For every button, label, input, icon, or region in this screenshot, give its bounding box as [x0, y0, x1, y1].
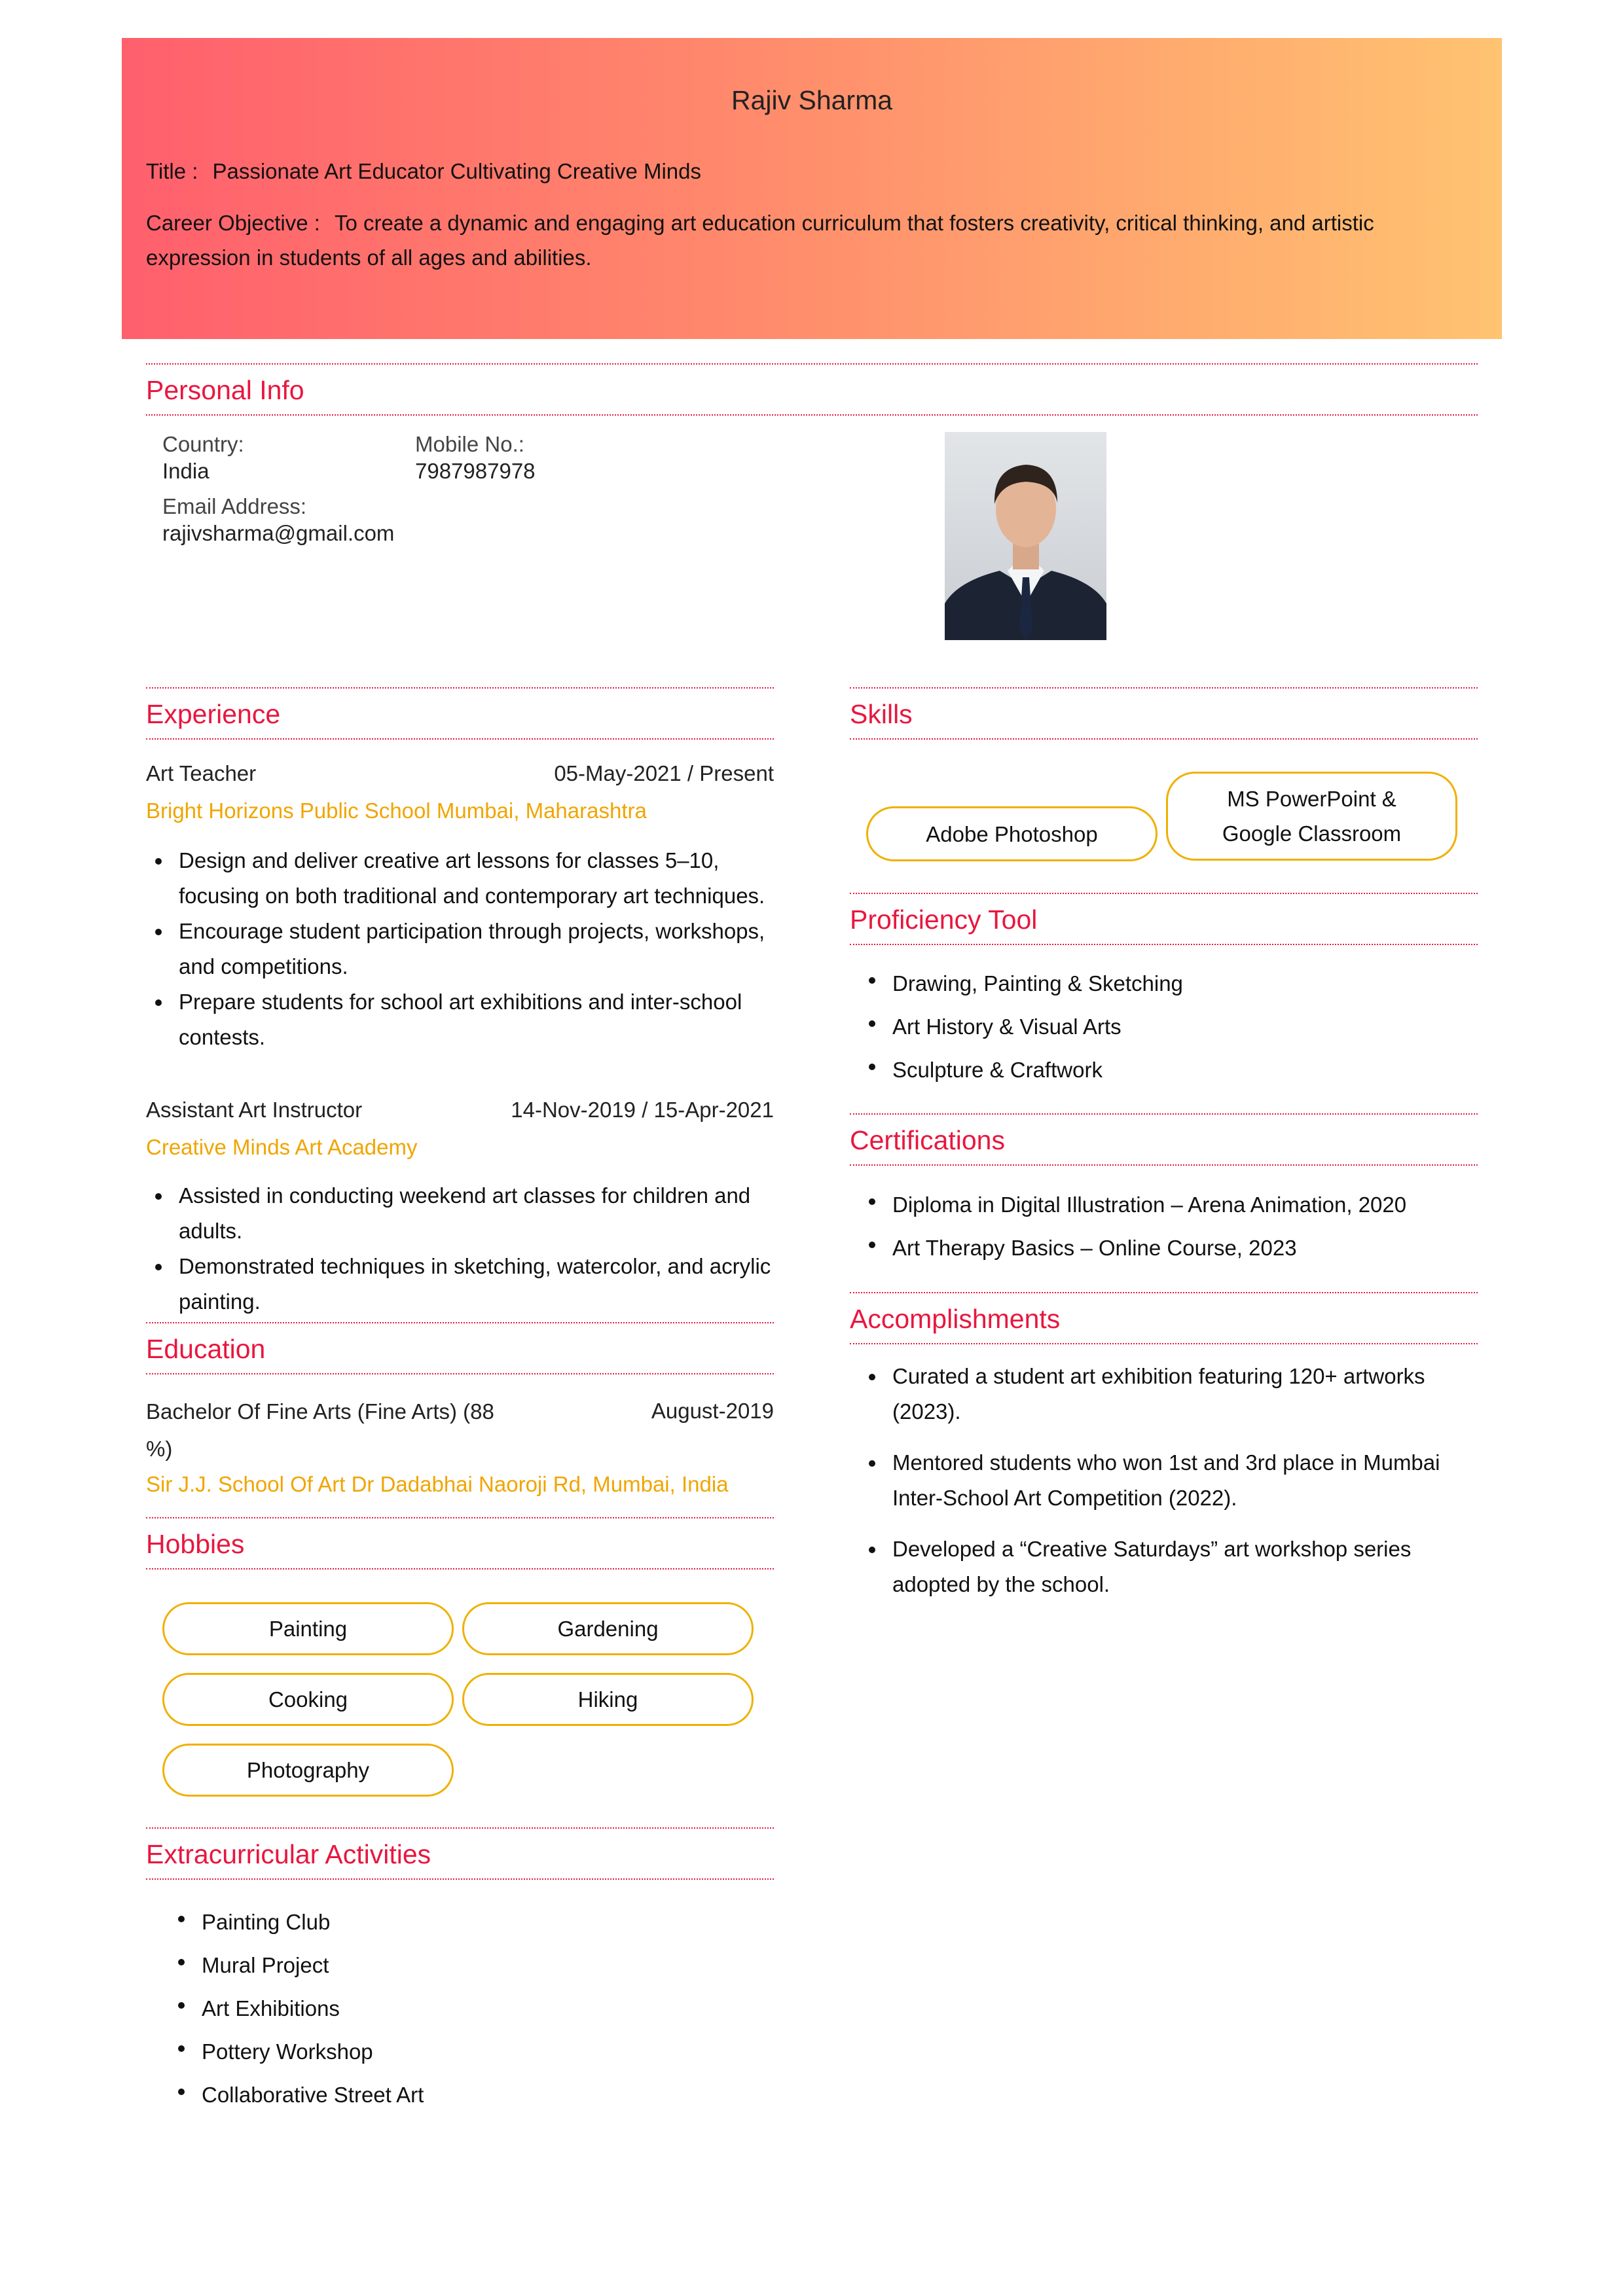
- list-item: Assisted in conducting weekend art classes for children and adults.: [146, 1178, 774, 1249]
- mobile-value: 7987987978: [415, 459, 536, 483]
- list-item: Mural Project: [169, 1944, 758, 1987]
- mobile-label: Mobile No.:: [415, 432, 524, 456]
- resume-header: [122, 38, 1502, 339]
- job-dates: 14-Nov-2019 / 15-Apr-2021: [511, 1098, 774, 1122]
- list-item: Art History & Visual Arts: [860, 1005, 1468, 1049]
- education-heading: Education: [146, 1322, 774, 1374]
- job-role: Art Teacher: [146, 761, 257, 785]
- list-item: Sculpture & Craftwork: [860, 1049, 1468, 1092]
- hobby-tag: Gardening: [462, 1602, 754, 1655]
- certifications-list: [860, 1183, 1468, 1270]
- list-item: Curated a student art exhibition featuring 120+ artworks (2023).: [860, 1359, 1478, 1429]
- accomplishments-list: [860, 1359, 1478, 1602]
- personal-info-heading: Personal Info: [146, 363, 1478, 416]
- skill-tag: Adobe Photoshop: [866, 806, 1158, 861]
- list-item: Encourage student participation through projects, workshops, and competitions.: [146, 914, 774, 984]
- list-item: Drawing, Painting & Sketching: [860, 962, 1468, 1005]
- job-dates: 05-May-2021 / Present: [554, 761, 774, 785]
- list-item: Art Exhibitions: [169, 1987, 758, 2030]
- candidate-name: Rajiv Sharma: [731, 85, 893, 115]
- list-item: Diploma in Digital Illustration – Arena Animation, 2020: [860, 1183, 1468, 1227]
- job-role: Assistant Art Instructor: [146, 1098, 363, 1122]
- hobby-tag: Photography: [162, 1744, 454, 1797]
- list-item: Design and deliver creative art lessons for classes 5–10, focusing on both traditional and contemporary art techniques.: [146, 843, 774, 914]
- country-value: India: [162, 459, 210, 483]
- job-duties-list: [146, 1178, 774, 1319]
- email-label: Email Address:: [162, 494, 307, 518]
- list-item: Prepare students for school art exhibitions and inter-school contests.: [146, 984, 774, 1055]
- school-name: Sir J.J. School Of Art Dr Dadabhai Naoroji Rd, Mumbai, India: [146, 1472, 729, 1496]
- accomplishments-heading: Accomplishments: [850, 1292, 1478, 1344]
- job-organization: Creative Minds Art Academy: [146, 1135, 418, 1159]
- list-item: Developed a “Creative Saturdays” art workshop series adopted by the school.: [860, 1532, 1478, 1602]
- hobby-tag: Hiking: [462, 1673, 754, 1726]
- proficiency-list: [860, 962, 1468, 1092]
- list-item: Painting Club: [169, 1901, 758, 1944]
- list-item: Art Therapy Basics – Online Course, 2023: [860, 1227, 1468, 1270]
- objective-row: [146, 206, 1443, 275]
- country-label: Country:: [162, 432, 244, 456]
- email-value: rajivsharma@gmail.com: [162, 521, 395, 545]
- hobby-tag: Cooking: [162, 1673, 454, 1726]
- skill-tag: MS PowerPoint & Google Classroom: [1166, 772, 1457, 861]
- title-row: [146, 154, 1443, 188]
- objective-value: To create a dynamic and engaging art education curriculum that fosters creativity, critical thinking, and artistic expression in students of all ages and abilities.: [146, 211, 1374, 270]
- hobbies-heading: Hobbies: [146, 1517, 774, 1570]
- proficiency-heading: Proficiency Tool: [850, 893, 1478, 945]
- degree: Bachelor Of Fine Arts (Fine Arts) (88 %): [146, 1399, 494, 1461]
- certifications-heading: Certifications: [850, 1113, 1478, 1166]
- job-duties-list: [146, 843, 774, 1055]
- job-organization: Bright Horizons Public School Mumbai, Maharashtra: [146, 798, 647, 823]
- extracurricular-list: [169, 1901, 758, 2117]
- title-label: Title :: [146, 159, 198, 183]
- objective-label: Career Objective :: [146, 211, 320, 235]
- profile-photo: [945, 432, 1106, 640]
- experience-heading: Experience: [146, 687, 774, 740]
- extracurricular-heading: Extracurricular Activities: [146, 1827, 774, 1880]
- graduation-date: August-2019: [651, 1399, 774, 1423]
- skills-heading: Skills: [850, 687, 1478, 740]
- list-item: Collaborative Street Art: [169, 2073, 758, 2117]
- title-value: Passionate Art Educator Cultivating Creative Minds: [212, 159, 701, 183]
- list-item: Demonstrated techniques in sketching, watercolor, and acrylic painting.: [146, 1249, 774, 1319]
- hobby-tag: Painting: [162, 1602, 454, 1655]
- list-item: Mentored students who won 1st and 3rd place in Mumbai Inter-School Art Competition (2022).: [860, 1445, 1478, 1516]
- list-item: Pottery Workshop: [169, 2030, 758, 2073]
